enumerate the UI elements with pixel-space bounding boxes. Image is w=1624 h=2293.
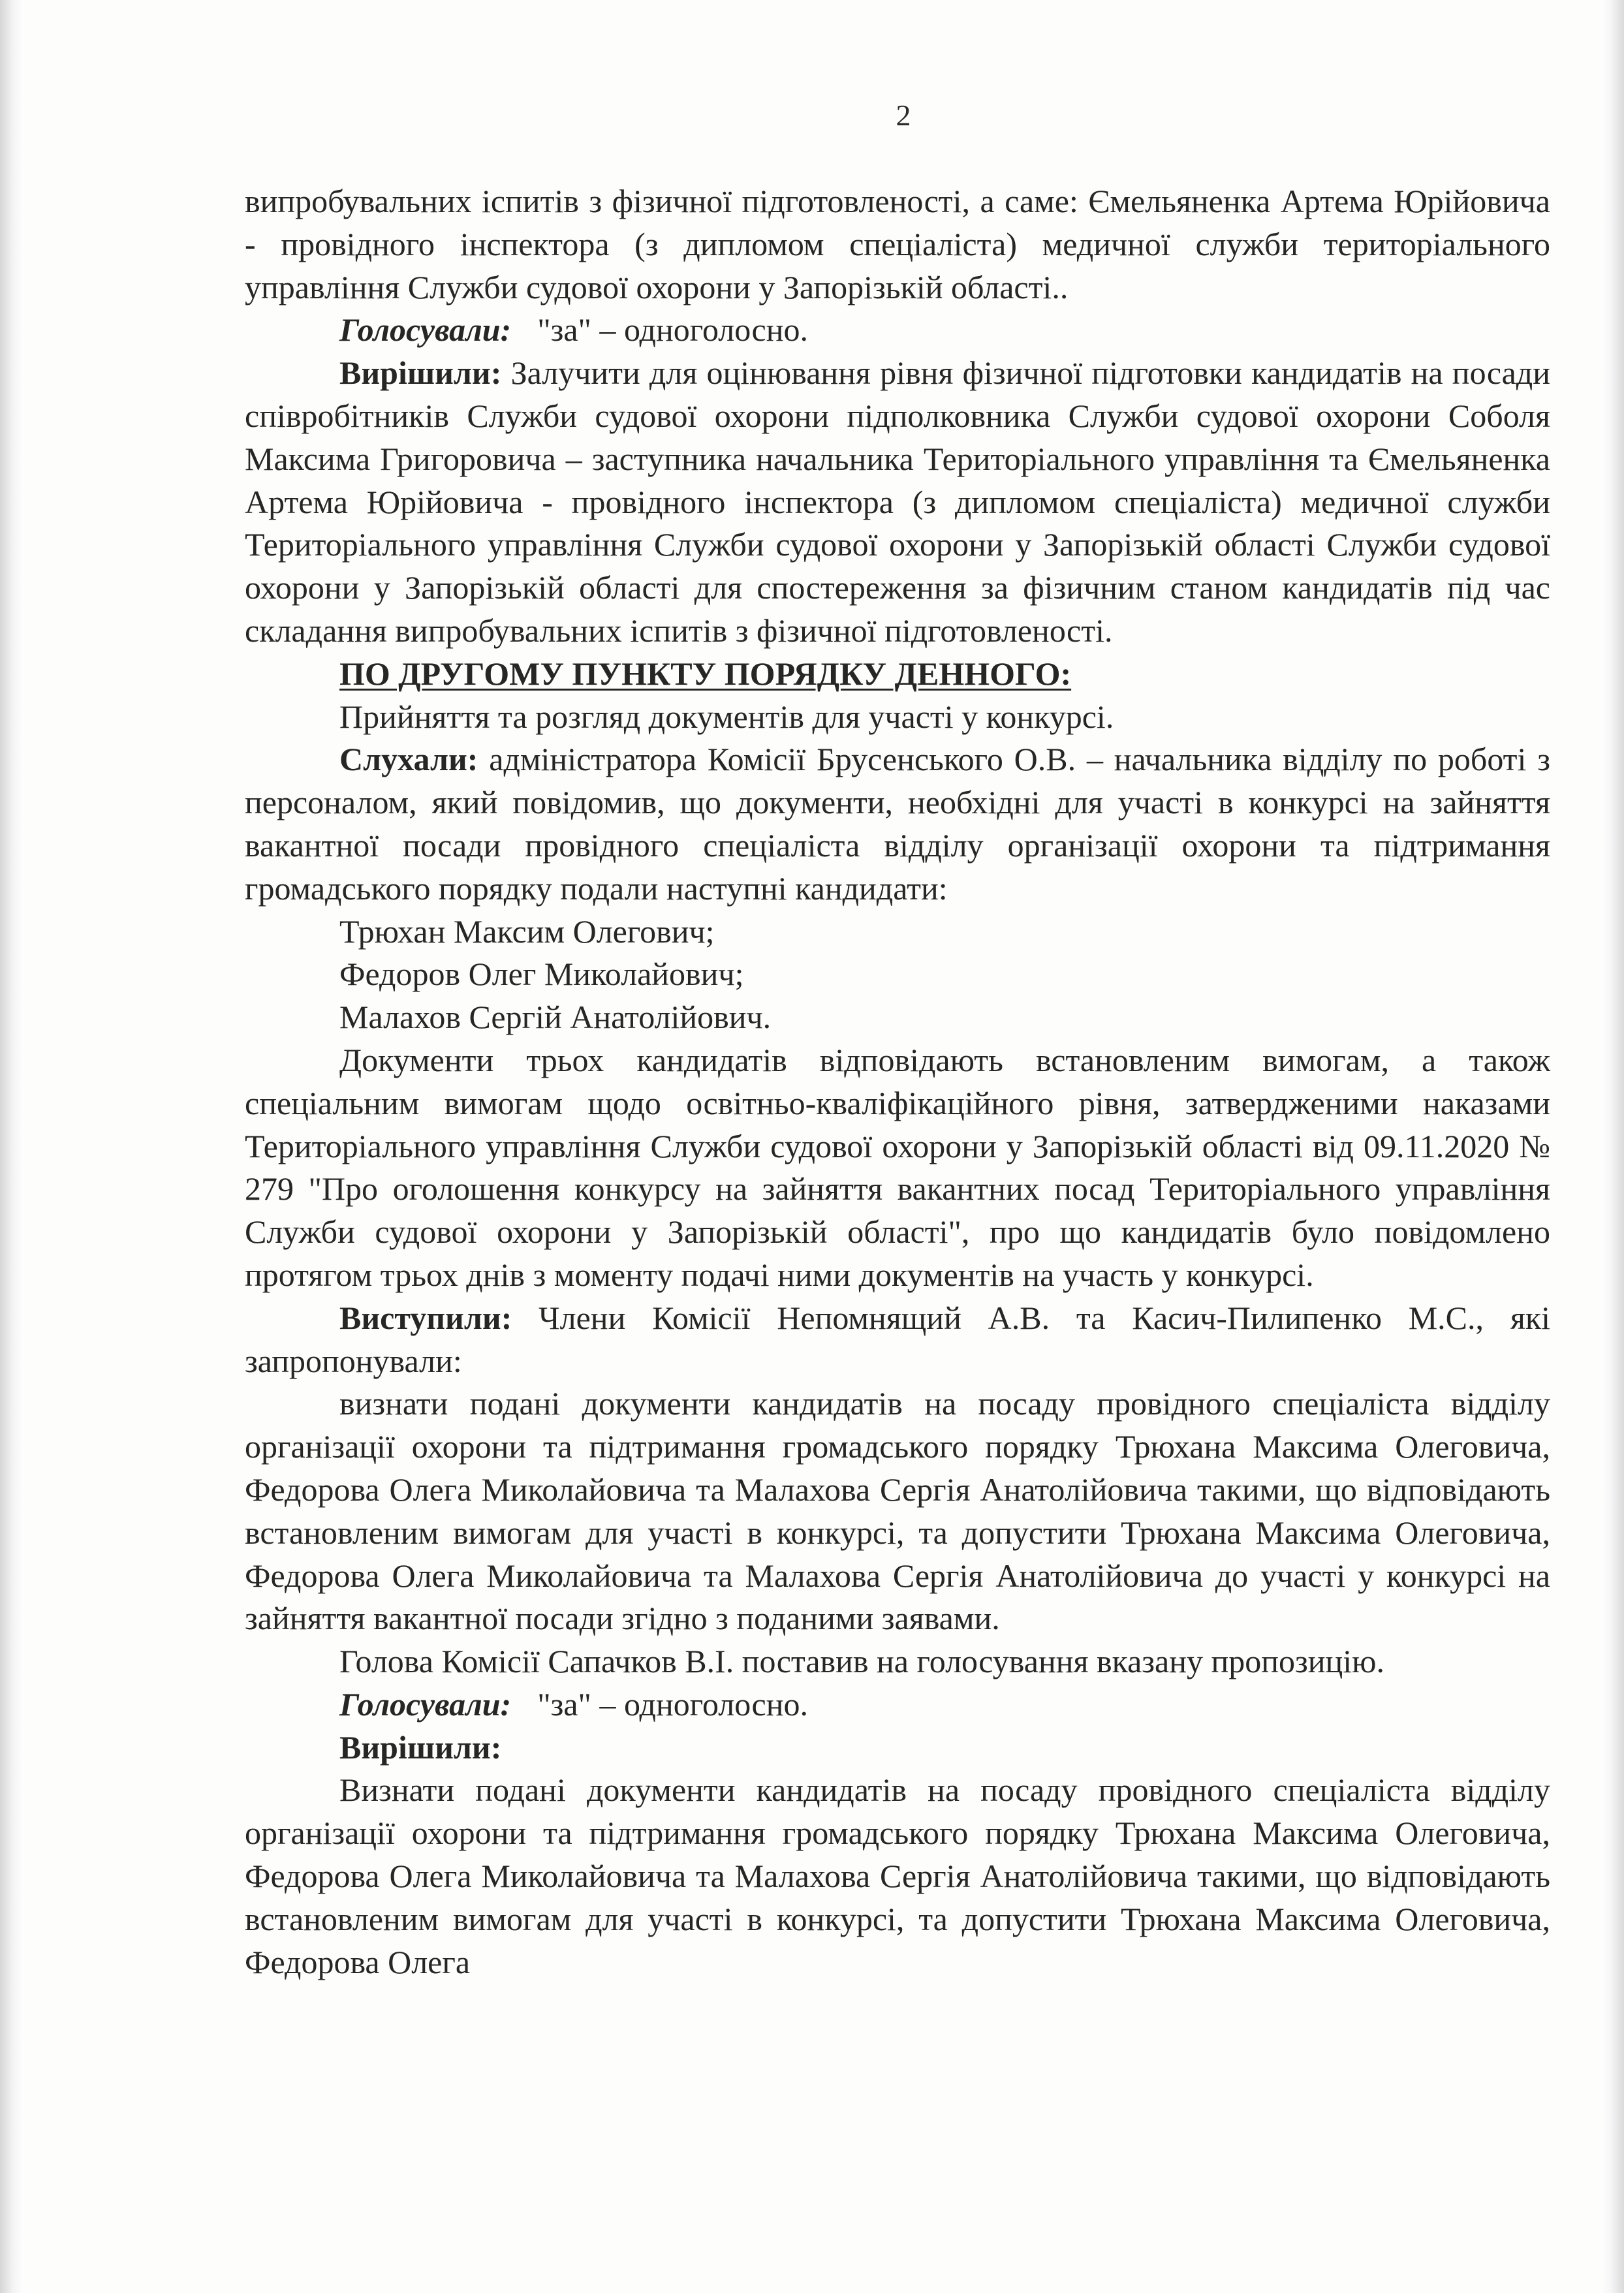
spoke-text: Члени Комісії Непомнящий А.В. та Касич-Пилипенко М.С., які запропонували: (245, 1299, 1550, 1379)
section-heading (245, 653, 1550, 696)
page-number: 2 (896, 99, 911, 132)
decision-text: Залучити для оцінювання рівня фізичної підготовки кандидатів на посади співробітників Служби судової охорони підполковника Служби судової охорони Соболя Максима Григоровича – заступника начальника Територіального управління та Ємельяненка Артема Юрійовича - провідного інспектора (з дипломом спеціаліста) медичної служби Територіального управління Служби судової охорони у Запорізькій області Служби судової охорони у Запорізькій області для спостереження за фізичним станом кандидатів під час складання випробувальних іспитів з фізичної підготовленості. (245, 354, 1551, 649)
spoke-paragraph (245, 1297, 1550, 1383)
vote-line-2 (245, 1683, 1550, 1726)
vote-label: Голосували: (339, 1685, 512, 1723)
vote-line-1 (245, 309, 1550, 352)
decision-label: Вирішили: (339, 354, 502, 392)
heard-paragraph (245, 738, 1550, 910)
proposal-paragraph: визнати подані документи кандидатів на посаду провідного спеціаліста відділу організації охорони та підтримання громадського порядку Трюхана Максима Олеговича, Федорова Олега Миколайовича та Малахова Сергія Анатолійовича такими, що відповідають встановленим вимогам для участі в конкурсі, та допустити Трюхана Максима Олеговича, Федорова Олега Миколайовича та Малахова Сергія Анатолійовича до участі у конкурсі на зайняття вакантної посади згідно з поданими заявами. (245, 1385, 1550, 1637)
documents-paragraph: Документи трьох кандидатів відповідають встановленим вимогам, а також спеціальним вимогам щодо освітньо-кваліфікаційного рівня, затвердженими наказами Територіального управління Служби судової охорони у Запорізькій області від 09.11.2020 № 279 "Про оголошення конкурсу на зайняття вакантних посад Територіального управління Служби судової охорони у Запорізькій області", про що кандидатів було повідомлено протягом трьох днів з моменту подачі ними документів на участь у конкурсі. (245, 1041, 1550, 1293)
decided-paragraph: Визнати подані документи кандидатів на посаду провідного спеціаліста відділу організації охорони та підтримання громадського порядку Трюхана Максима Олеговича, Федорова Олега Миколайовича та Малахова Сергія Анатолійовича такими, що відповідають встановленим вимогам для участі в конкурсі, та допустити Трюхана Максима Олеговича, Федорова Олега (245, 1771, 1550, 1980)
decided-label: Вирішили: (339, 1728, 502, 1766)
paragraph-continuation: випробувальних іспитів з фізичної підготовленості, а саме: Ємельяненка Артема Юрійовича - провідного інспектора (з дипломом спеціаліста) медичної служби територіального управління Служби судової охорони у Запорізькій області.. (245, 183, 1550, 305)
agenda-topic: Прийняття та розгляд документів для участі у конкурсі. (339, 698, 1114, 735)
candidate-item: Малахов Сергій Анатолійович. (339, 999, 772, 1036)
spoke-label: Виступили: (339, 1299, 512, 1336)
decision-paragraph-1 (245, 352, 1550, 653)
heard-label: Слухали: (339, 741, 478, 778)
agenda-item-heading: ПО ДРУГОМУ ПУНКТУ ПОРЯДКУ ДЕННОГО: (339, 655, 1072, 692)
vote-text: "за" – одноголосно. (537, 1685, 808, 1723)
candidate-item: Трюхан Максим Олегович; (339, 913, 715, 950)
heard-text: адміністратора Комісії Брусенського О.В. – начальника відділу по роботі з персоналом, який повідомив, що документи, необхідні для участі в конкурсі на зайняття вакантної посади провідного спеціаліста відділу організації охорони та підтримання громадського порядку подали наступні кандидати: (245, 741, 1550, 907)
scan-shadow-right (1602, 0, 1624, 2293)
candidate-item: Федоров Олег Миколайович; (339, 956, 744, 993)
scan-shadow-left (0, 0, 22, 2293)
chair-paragraph: Голова Комісії Сапачков В.І. поставив на голосування вказану пропозицію. (339, 1643, 1385, 1680)
decided-heading (245, 1726, 1550, 1770)
vote-label: Голосували: (339, 311, 512, 349)
vote-text: "за" – одноголосно. (537, 311, 808, 349)
document-body (245, 180, 1550, 1984)
